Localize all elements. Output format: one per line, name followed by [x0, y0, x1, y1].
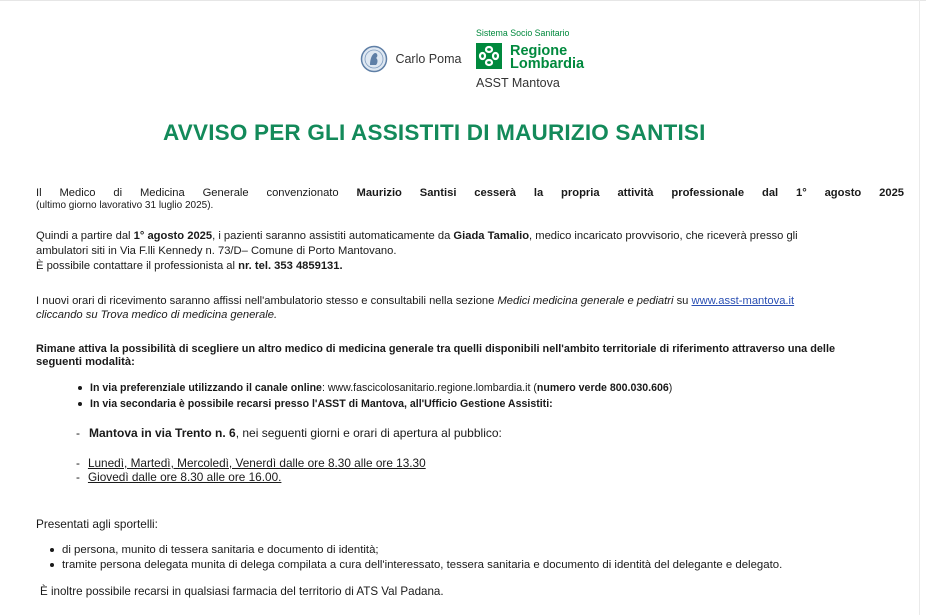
hours-item-1: - Lunedì, Martedì, Mercoledì, Venerdì dalle ore 8.30 alle ore 13.30 [76, 456, 426, 470]
sistema-label: Sistema Socio Sanitario [476, 28, 570, 38]
channel-item-office: In via secondaria è possibile recarsi presso l'ASST di Mantova, all'Ufficio Gestione Assistiti: [78, 397, 553, 411]
sportelli-item-1: di persona, munito di tessera sanitaria e documento di identità; [50, 543, 379, 557]
para1-line2: (ultimo giorno lavorativo 31 luglio 2025). [36, 200, 214, 211]
regione-lombardia-emblem-icon [476, 43, 502, 69]
hours-item-2: - Giovedì dalle ore 8.30 alle ore 16.00. [76, 470, 282, 484]
regione-lombardia-logo [476, 43, 502, 69]
scan-edge-line [919, 0, 920, 615]
bullet-icon [78, 386, 82, 390]
sportelli-intro: Presentati agli sportelli: [36, 517, 158, 531]
footer-note: È inoltre possibile recarsi in qualsiasi farmacia del territorio di ATS Val Padana. [40, 585, 444, 598]
bullet-icon [50, 563, 54, 567]
lombardia-label: Lombardia [510, 56, 585, 72]
regione-label: Regione [510, 43, 568, 59]
para3-line1: I nuovi orari di ricevimento saranno affissi nell'ambulatorio stesso e consultabili nella sezione Medici medicina generale e pediatri su www.asst-mantova.it [36, 295, 795, 307]
para2-line1: Quindi a partire dal 1° agosto 2025, i pazienti saranno assistiti automaticamente da Giada Tamalio, medico incaricato provvisorio, che riceverà presso gli [36, 230, 798, 242]
asst-mantova-link[interactable]: www.asst-mantova.it [691, 295, 795, 307]
para2-line2: ambulatori siti in Via F.lli Kennedy n. 73/D– Comune di Porto Mantovano. [36, 245, 397, 257]
carlo-poma-emblem-icon [360, 45, 388, 73]
sportelli-item-2: tramite persona delegata munita di delega compilata a cura dell'interessato, tessera sanitaria e documento di identità del delegante e delegato. [50, 558, 782, 572]
asst-mantova-label: ASST Mantova [476, 76, 560, 90]
carlo-poma-label: Carlo Poma [395, 52, 462, 66]
para3-line2: cliccando su Trova medico di medicina generale. [36, 309, 278, 321]
para1-line1: Il Medico di Medicina Generale convenzionato Maurizio Santisi cesserà la propria attività professionale dal 1° agosto 2025 [36, 187, 905, 199]
bullet-icon [78, 402, 82, 406]
para4-line2: seguenti modalità: [36, 356, 135, 368]
channel-item-online: In via preferenziale utilizzando il canale online: www.fascicolosanitario.regione.lombardia.it (numero verde 800.030.606) [78, 381, 672, 395]
para2-line3: È possibile contattare il professionista al nr. tel. 353 4859131. [36, 260, 343, 272]
carlo-poma-logo [360, 45, 461, 73]
bullet-icon [50, 548, 54, 552]
scan-top-line [0, 0, 926, 1]
para4-line1: Rimane attiva la possibilità di scegliere un altro medico di medicina generale tra quelli disponibili nell'ambito territoriale di riferimento attraverso una delle [36, 343, 836, 355]
office-line: - Mantova in via Trento n. 6, nei seguenti giorni e orari di apertura al pubblico: [76, 426, 502, 440]
page-title: AVVISO PER GLI ASSISTITI DI MAURIZIO SANTISI [163, 120, 706, 145]
